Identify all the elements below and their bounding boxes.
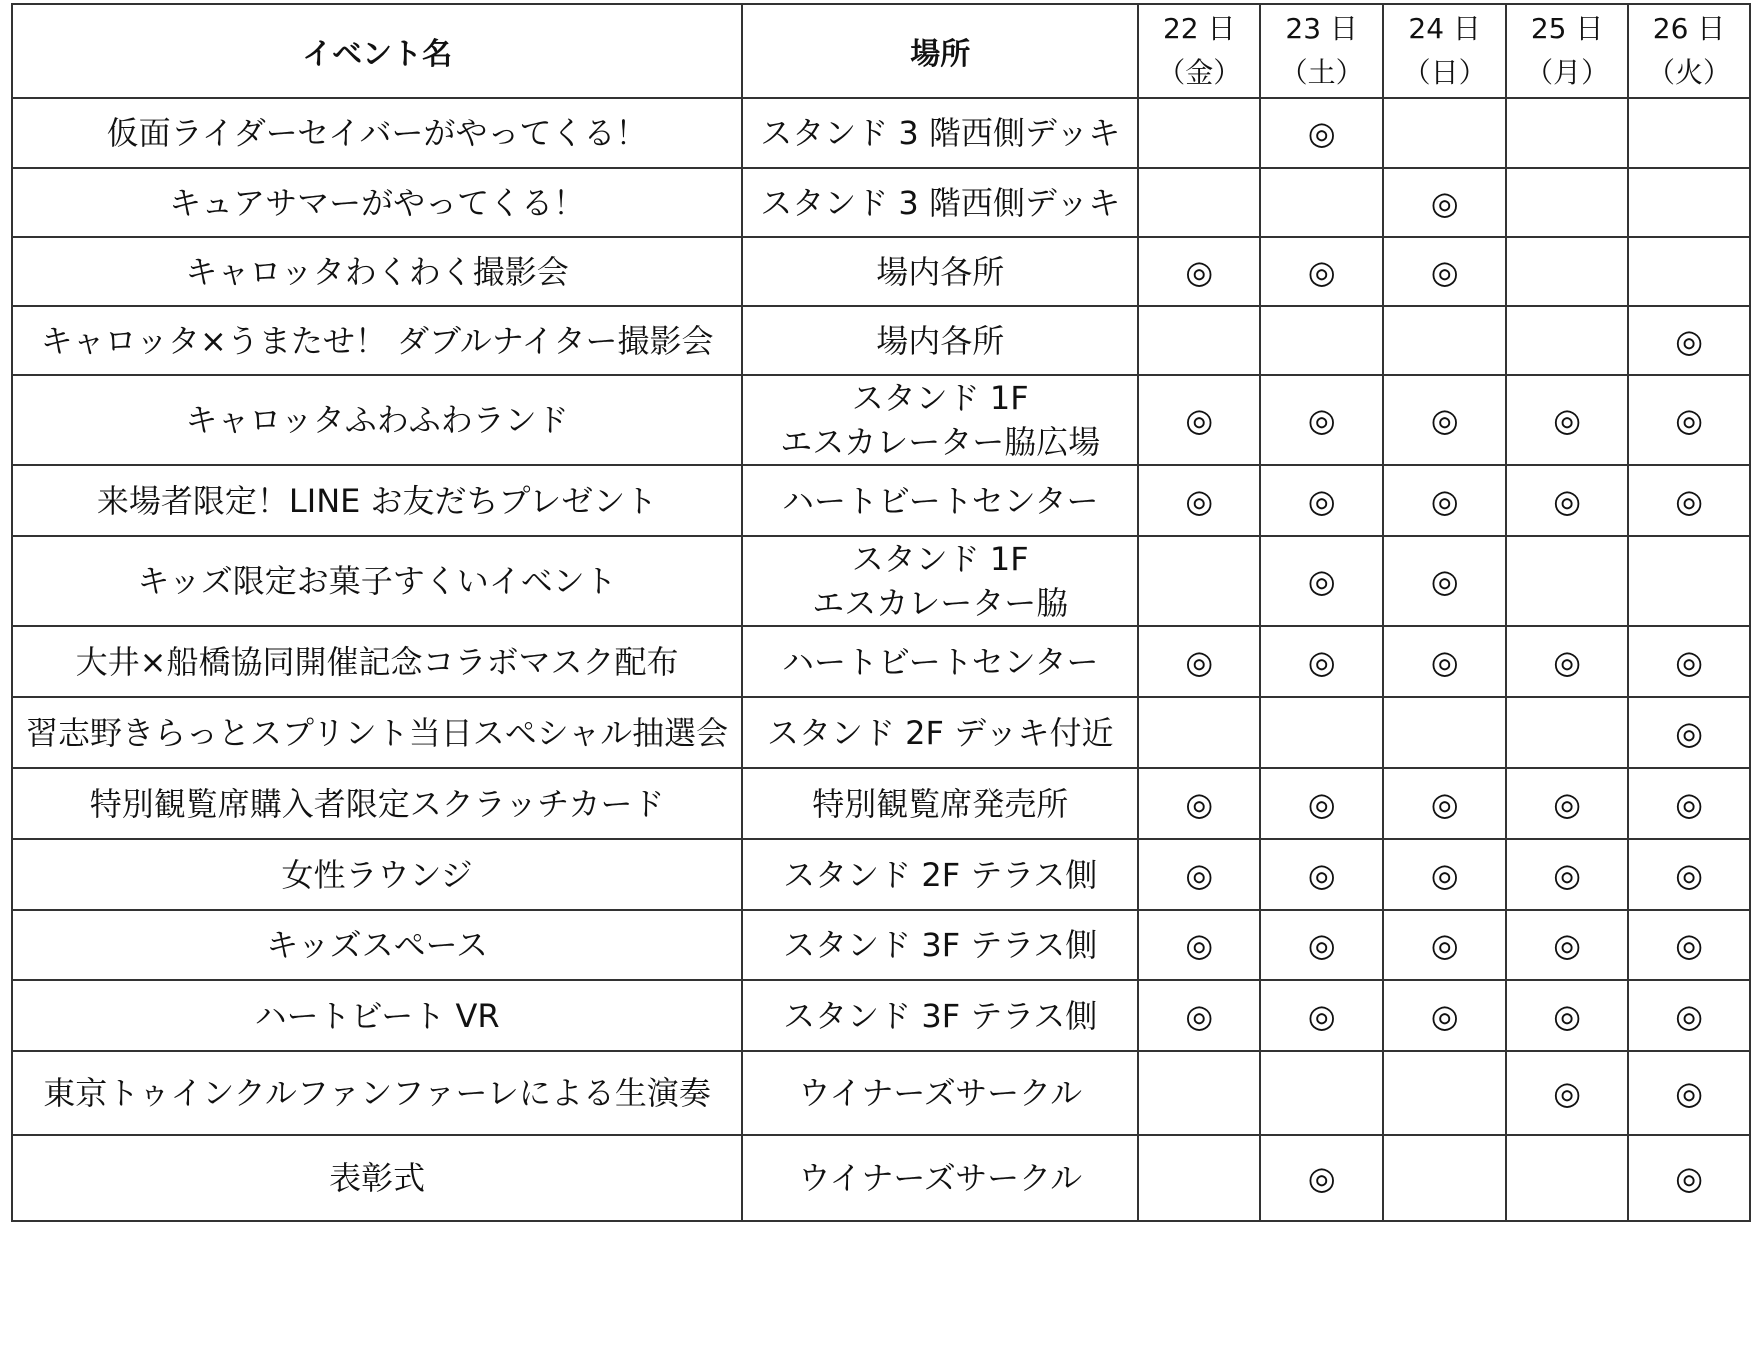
event-name-cell: 来場者限定！LINE お友だちプレゼント (12, 465, 742, 536)
day-header-25 (1506, 4, 1628, 98)
schedule-mark-cell: ◎ (1628, 465, 1750, 536)
table-row (12, 980, 1750, 1051)
schedule-mark-cell: ◎ (1506, 626, 1628, 697)
table-row (12, 626, 1750, 697)
schedule-mark-cell (1383, 1051, 1506, 1135)
place-line: スタンド 2F デッキ付近 (766, 713, 1114, 752)
schedule-mark-cell: ◎ (1628, 697, 1750, 768)
place-cell (742, 1051, 1138, 1135)
schedule-mark-cell: ◎ (1383, 768, 1506, 839)
schedule-mark-cell (1260, 697, 1383, 768)
schedule-mark-cell (1628, 98, 1750, 168)
schedule-mark-cell (1138, 1051, 1260, 1135)
schedule-mark-cell (1506, 536, 1628, 626)
schedule-mark-cell: ◎ (1260, 910, 1383, 980)
place-cell (742, 697, 1138, 768)
event-name-cell: ハートビート VR (12, 980, 742, 1051)
schedule-mark-cell: ◎ (1383, 168, 1506, 237)
day-date: 23 日 (1285, 12, 1358, 45)
schedule-mark-cell (1506, 697, 1628, 768)
schedule-mark-cell: ◎ (1628, 1135, 1750, 1221)
day-of-week: （日） (1402, 56, 1487, 89)
schedule-mark-cell: ◎ (1383, 910, 1506, 980)
place-line: ウイナーズサークル (798, 1074, 1083, 1112)
schedule-mark-cell: ◎ (1628, 910, 1750, 980)
schedule-mark-cell: ◎ (1506, 375, 1628, 465)
place-line: ハートビートセンター (781, 481, 1099, 520)
schedule-mark-cell: ◎ (1260, 375, 1383, 465)
event-name-cell: キャロッタふわふわランド (12, 375, 742, 465)
schedule-mark-cell: ◎ (1628, 980, 1750, 1051)
day-header-26 (1628, 4, 1750, 98)
place-cell (742, 839, 1138, 910)
day-date: 22 日 (1162, 12, 1236, 45)
event-name-cell: 東京トゥインクルファンファーレによる生演奏 (12, 1051, 742, 1135)
place-line: 特別観覧席発売所 (812, 784, 1069, 823)
place-header: 場所 (742, 4, 1138, 98)
schedule-mark-cell: ◎ (1260, 768, 1383, 839)
schedule-mark-cell (1506, 98, 1628, 168)
place-line: 場内各所 (876, 252, 1005, 291)
place-cell (742, 910, 1138, 980)
place-cell (742, 768, 1138, 839)
schedule-mark-cell: ◎ (1628, 306, 1750, 375)
day-of-week: （土） (1279, 56, 1364, 89)
schedule-mark-cell: ◎ (1138, 237, 1260, 306)
place-cell (742, 980, 1138, 1051)
day-date: 24 日 (1408, 12, 1481, 45)
table-row (12, 1135, 1750, 1221)
schedule-mark-cell (1628, 237, 1750, 306)
place-line: スタンド 1F (851, 379, 1029, 417)
table-row (12, 697, 1750, 768)
place-line: エスカレーター脇広場 (780, 423, 1101, 461)
event-name-cell: 大井×船橋協同開催記念コラボマスク配布 (12, 626, 742, 697)
schedule-mark-cell: ◎ (1383, 980, 1506, 1051)
place-line: スタンド 3F テラス側 (783, 996, 1098, 1035)
place-line: エスカレーター脇 (812, 584, 1069, 622)
event-name-cell: キッズ限定お菓子すくいイベント (12, 536, 742, 626)
schedule-mark-cell: ◎ (1383, 237, 1506, 306)
day-header-23 (1260, 4, 1383, 98)
schedule-mark-cell (1383, 306, 1506, 375)
schedule-mark-cell: ◎ (1138, 839, 1260, 910)
schedule-mark-cell (1628, 536, 1750, 626)
event-name-cell: キッズスペース (12, 910, 742, 980)
table-row (12, 910, 1750, 980)
table-row (12, 375, 1750, 465)
schedule-mark-cell: ◎ (1138, 768, 1260, 839)
table-row (12, 839, 1750, 910)
event-schedule-table (11, 3, 1751, 1222)
schedule-mark-cell: ◎ (1628, 768, 1750, 839)
event-name-cell: 特別観覧席購入者限定スクラッチカード (12, 768, 742, 839)
place-line: スタンド 3 階西側デッキ (760, 183, 1121, 222)
schedule-mark-cell: ◎ (1506, 839, 1628, 910)
table-row (12, 465, 1750, 536)
table-row (12, 98, 1750, 168)
table-row (12, 168, 1750, 237)
header-row (12, 4, 1750, 98)
table-row (12, 1051, 1750, 1135)
schedule-mark-cell: ◎ (1383, 839, 1506, 910)
schedule-mark-cell: ◎ (1383, 536, 1506, 626)
day-header-22 (1138, 4, 1260, 98)
place-cell (742, 536, 1138, 626)
schedule-mark-cell (1138, 98, 1260, 168)
event-name-cell: キャロッタわくわく撮影会 (12, 237, 742, 306)
place-cell (742, 1135, 1138, 1221)
schedule-body (12, 98, 1750, 1221)
schedule-mark-cell: ◎ (1260, 237, 1383, 306)
schedule-mark-cell: ◎ (1260, 626, 1383, 697)
schedule-mark-cell: ◎ (1506, 768, 1628, 839)
place-cell (742, 465, 1138, 536)
place-line: スタンド 1F (851, 540, 1029, 578)
schedule-mark-cell (1138, 697, 1260, 768)
event-name-cell: キャロッタ×うまたせ！ ダブルナイター撮影会 (12, 306, 742, 375)
schedule-mark-cell (1260, 168, 1383, 237)
schedule-mark-cell: ◎ (1506, 465, 1628, 536)
schedule-mark-cell: ◎ (1138, 375, 1260, 465)
schedule-mark-cell: ◎ (1260, 1135, 1383, 1221)
event-name-cell: キュアサマーがやってくる！ (12, 168, 742, 237)
table-row (12, 306, 1750, 375)
schedule-mark-cell: ◎ (1628, 626, 1750, 697)
place-line: スタンド 3F テラス側 (783, 926, 1098, 964)
schedule-mark-cell: ◎ (1260, 465, 1383, 536)
schedule-mark-cell (1383, 98, 1506, 168)
day-header-24 (1383, 4, 1506, 98)
schedule-mark-cell (1506, 1135, 1628, 1221)
day-date: 25 日 (1530, 12, 1604, 45)
place-line: スタンド 2F テラス側 (783, 855, 1098, 894)
schedule-mark-cell: ◎ (1628, 375, 1750, 465)
event-name-cell: 習志野きらっとスプリント当日スペシャル抽選会 (12, 697, 742, 768)
schedule-mark-cell: ◎ (1260, 980, 1383, 1051)
event-name-cell: 仮面ライダーセイバーがやってくる！ (12, 98, 742, 168)
schedule-mark-cell: ◎ (1138, 980, 1260, 1051)
schedule-mark-cell (1628, 168, 1750, 237)
schedule-mark-cell: ◎ (1138, 626, 1260, 697)
table-row (12, 536, 1750, 626)
schedule-mark-cell: ◎ (1383, 626, 1506, 697)
schedule-mark-cell (1506, 306, 1628, 375)
schedule-mark-cell (1138, 536, 1260, 626)
schedule-mark-cell (1138, 168, 1260, 237)
event-name-cell: 女性ラウンジ (12, 839, 742, 910)
table-row (12, 768, 1750, 839)
place-cell (742, 168, 1138, 237)
schedule-mark-cell: ◎ (1138, 465, 1260, 536)
place-cell (742, 306, 1138, 375)
event-name-cell: 表彰式 (12, 1135, 742, 1221)
day-of-week: （月） (1525, 56, 1610, 89)
place-cell (742, 375, 1138, 465)
schedule-mark-cell: ◎ (1260, 839, 1383, 910)
schedule-mark-cell: ◎ (1506, 980, 1628, 1051)
place-line: ウイナーズサークル (798, 1159, 1083, 1197)
schedule-mark-cell: ◎ (1383, 465, 1506, 536)
schedule-mark-cell (1138, 306, 1260, 375)
schedule-mark-cell: ◎ (1260, 98, 1383, 168)
place-line: ハートビートセンター (781, 642, 1099, 681)
schedule-mark-cell: ◎ (1506, 910, 1628, 980)
event-name-header: イベント名 (12, 4, 742, 98)
schedule-mark-cell: ◎ (1628, 839, 1750, 910)
place-cell (742, 98, 1138, 168)
schedule-mark-cell (1260, 306, 1383, 375)
place-line: スタンド 3 階西側デッキ (760, 114, 1121, 152)
place-cell (742, 237, 1138, 306)
place-line: 場内各所 (876, 321, 1005, 360)
schedule-mark-cell: ◎ (1628, 1051, 1750, 1135)
schedule-mark-cell: ◎ (1260, 536, 1383, 626)
day-date: 26 日 (1652, 12, 1726, 45)
schedule-mark-cell (1138, 1135, 1260, 1221)
day-of-week: （金） (1157, 56, 1242, 89)
schedule-mark-cell (1260, 1051, 1383, 1135)
schedule-mark-cell: ◎ (1138, 910, 1260, 980)
place-cell (742, 626, 1138, 697)
schedule-mark-cell: ◎ (1383, 375, 1506, 465)
schedule-mark-cell (1506, 168, 1628, 237)
table-row (12, 237, 1750, 306)
schedule-mark-cell (1383, 697, 1506, 768)
schedule-mark-cell (1383, 1135, 1506, 1221)
schedule-mark-cell: ◎ (1506, 1051, 1628, 1135)
day-of-week: （火） (1647, 56, 1732, 89)
schedule-mark-cell (1506, 237, 1628, 306)
